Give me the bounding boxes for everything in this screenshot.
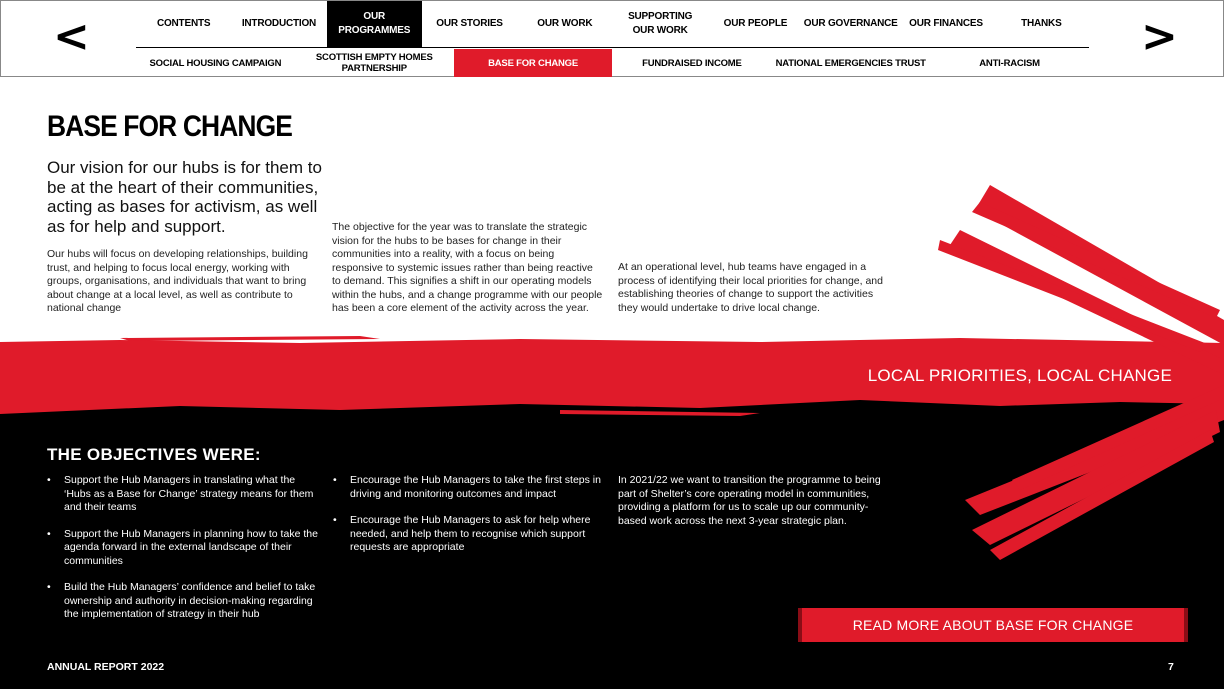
nav-item-thanks[interactable]: THANKS: [1021, 18, 1062, 29]
lead-paragraph: Our vision for our hubs is for them to be at the heart of their communities, acting as bases for activism, as well as for help and support.: [47, 158, 322, 236]
footer-report-title: ANNUAL REPORT 2022: [47, 661, 165, 673]
nav-item-our-people[interactable]: OUR PEOPLE: [723, 18, 788, 29]
intro-paragraph-1: Our hubs will focus on developing relationships, building trust, and helping to focus local energy, working with groups, organisations, and individuals that want to bring about change at a local level, as well as contribute to national change: [47, 248, 308, 314]
objectives-list-2: [333, 474, 608, 568]
primary-nav: [136, 1, 1089, 48]
list-item: • Encourage the Hub Managers to ask for help where needed, and help them to recognise which support requests are appropriate: [333, 514, 608, 555]
transition-paragraph: In 2021/22 we want to transition the programme to being part of Shelter’s core operating model in communities, providing a platform for us to scale up our community-based work across the next 3-year strategic plan.: [618, 474, 881, 527]
list-item: • Encourage the Hub Managers to take the first steps in driving and monitoring outcomes and impact: [333, 474, 608, 501]
diagonal-brush-strokes: [920, 170, 1224, 580]
nav-item-our-programmes[interactable]: OUR PROGRAMMES: [327, 1, 422, 47]
read-more-button[interactable]: READ MORE ABOUT BASE FOR CHANGE: [802, 608, 1184, 642]
subnav-item-national-emergencies-trust[interactable]: NATIONAL EMERGENCIES TRUST: [775, 57, 926, 69]
secondary-nav: [136, 49, 1089, 77]
subnav-item-anti-racism[interactable]: ANTI-RACISM: [979, 57, 1040, 69]
next-page-arrow-icon[interactable]: >: [1141, 11, 1178, 62]
list-item: • Support the Hub Managers in planning how to take the agenda forward in the external landscape of their communities: [47, 528, 319, 569]
nav-item-our-governance[interactable]: OUR GOVERNANCE: [803, 18, 898, 29]
nav-item-our-stories[interactable]: OUR STORIES: [436, 18, 503, 29]
subnav-item-scottish-empty-homes[interactable]: SCOTTISH EMPTY HOMES PARTNERSHIP: [315, 52, 433, 74]
nav-item-introduction[interactable]: INTRODUCTION: [241, 18, 317, 29]
list-item: • Build the Hub Managers’ confidence and belief to take ownership and authority in decision-making regarding the implementation of strategy in their hub: [47, 581, 319, 622]
page-title: BASE FOR CHANGE: [47, 110, 292, 143]
intro-paragraph-3: At an operational level, hub teams have engaged in a process of identifying their local priorities for change, and establishing theories of change to support the activities they would undertake to drive local change.: [618, 261, 883, 314]
band-label: LOCAL PRIORITIES, LOCAL CHANGE: [867, 366, 1172, 385]
subnav-item-social-housing-campaign[interactable]: SOCIAL HOUSING CAMPAIGN: [149, 57, 282, 69]
nav-item-supporting-our-work[interactable]: SUPPORTING OUR WORK: [628, 11, 693, 36]
page-number: 7: [1168, 661, 1174, 673]
objectives-heading: THE OBJECTIVES WERE:: [47, 445, 261, 464]
list-item: • Support the Hub Managers in translating what the ‘Hubs as a Base for Change’ strategy means for them and their teams: [47, 474, 319, 515]
subnav-item-base-for-change[interactable]: BASE FOR CHANGE: [454, 49, 613, 77]
objectives-list-1: [47, 474, 319, 635]
intro-paragraph-2: The objective for the year was to translate the strategic vision for the hubs to be bases for change in their communities into a reality, with a focus on being responsive to systemic issues rather than being reactive to demand. This signifies a shift in our operating models within the hubs, and a change programme with our people has been a core element of the activity across the year.: [332, 221, 603, 314]
header-nav: [0, 0, 1224, 77]
nav-item-our-finances[interactable]: OUR FINANCES: [909, 18, 983, 29]
subnav-item-fundraised-income[interactable]: FUNDRAISED INCOME: [642, 57, 742, 69]
nav-item-contents[interactable]: CONTENTS: [156, 18, 211, 29]
previous-page-arrow-icon[interactable]: <: [53, 11, 90, 62]
nav-item-our-work[interactable]: OUR WORK: [537, 18, 593, 29]
